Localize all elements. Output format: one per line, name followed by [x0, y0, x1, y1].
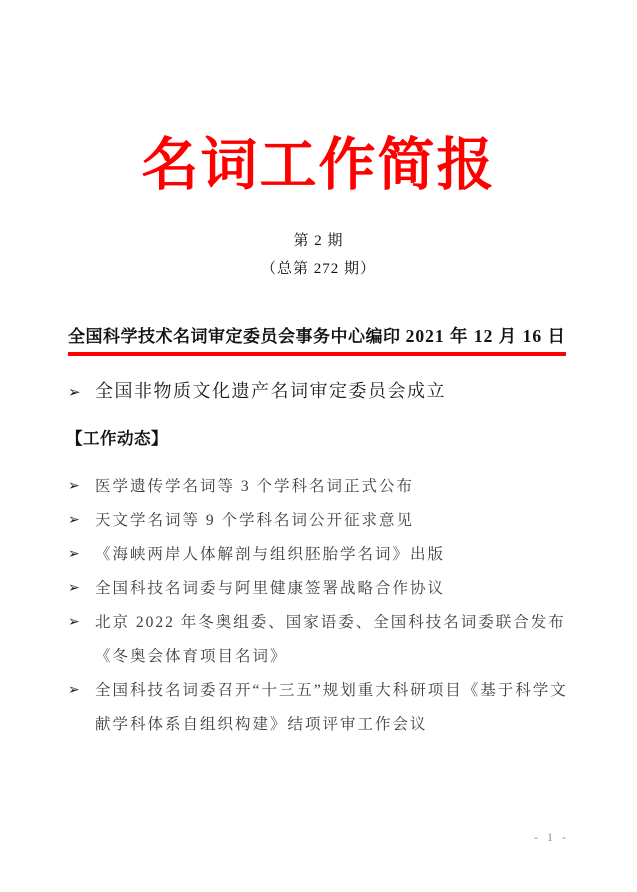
list-item [68, 504, 570, 538]
arrow-bullet-icon: ➢ [68, 513, 80, 528]
publish-date: 2021 年 12 月 16 日 [405, 326, 566, 346]
headline [68, 379, 566, 403]
list-item-text: 医学遗传学名词等 3 个学科名词正式公布 [95, 478, 415, 495]
arrow-bullet-icon: ➢ [68, 384, 81, 401]
headline-text: 全国非物质文化遗产名词审定委员会成立 [95, 381, 446, 401]
page-title: 名词工作简报 [141, 134, 496, 197]
list-item [68, 538, 570, 572]
list-item-text: 天文学名词等 9 个学科名词公开征求意见 [95, 512, 415, 529]
list-item [68, 572, 570, 606]
page-number: - 1 - [534, 830, 569, 844]
news-list [68, 470, 570, 742]
list-item [68, 606, 570, 674]
arrow-bullet-icon: ➢ [68, 547, 80, 562]
masthead-rule [68, 326, 566, 356]
issue-total-number: （总第 272 期） [260, 261, 376, 277]
arrow-bullet-icon: ➢ [68, 615, 80, 630]
list-item-text: 北京 2022 年冬奥组委、国家语委、全国科技名词委联合发布《冬奥会体育项目名词》 [95, 614, 566, 665]
list-item [68, 470, 570, 504]
list-item-text: 全国科技名词委召开“十三五”规划重大科研项目《基于科学文献学科体系自组织构建》结项评审工作会议 [95, 682, 568, 733]
issue-number: 第 2 期 [293, 233, 344, 249]
arrow-bullet-icon: ➢ [68, 479, 80, 494]
publisher-name: 全国科学技术名词审定委员会事务中心编印 [68, 327, 401, 346]
section-header: 【工作动态】 [66, 430, 168, 448]
list-item [68, 674, 570, 742]
arrow-bullet-icon: ➢ [68, 683, 80, 698]
list-item-text: 《海峡两岸人体解剖与组织胚胎学名词》出版 [95, 546, 446, 563]
list-item-text: 全国科技名词委与阿里健康签署战略合作协议 [95, 580, 446, 597]
arrow-bullet-icon: ➢ [68, 581, 80, 596]
